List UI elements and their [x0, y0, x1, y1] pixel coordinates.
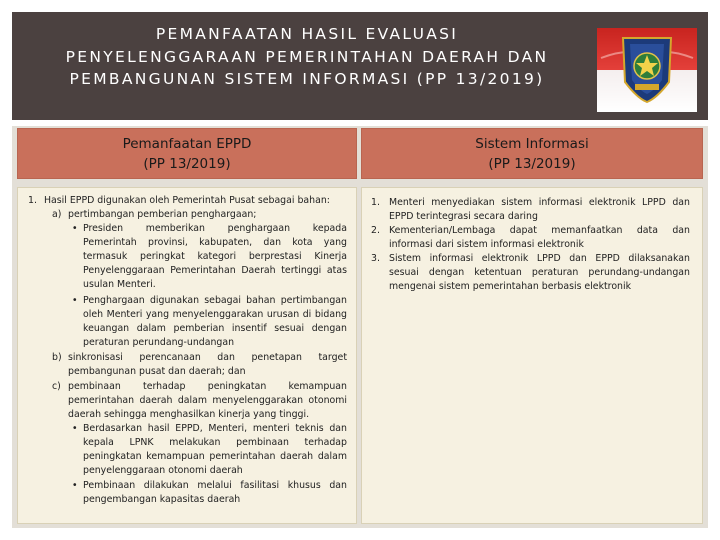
bullet: • [72, 480, 78, 491]
text-line: peraturan perundang-undangan [83, 337, 235, 348]
bullet: • [72, 295, 78, 306]
bullet-text [83, 479, 347, 507]
garuda-emblem-icon [597, 28, 697, 112]
item-number: 2. [371, 225, 380, 236]
heading-line: (PP 13/2019) [488, 156, 576, 172]
heading-line: (PP 13/2019) [143, 156, 231, 172]
text-line: pemerintahan daerah dalam menyelenggarakan otonomi [68, 395, 347, 406]
right-heading [361, 128, 703, 179]
item-text [389, 196, 690, 224]
text-line: sinkronisasi perencanaan dan penetapan target [68, 352, 347, 363]
text-line: pembangunan pusat dan daerah; dan [68, 366, 246, 377]
sub-text [68, 351, 347, 379]
bullet-text [83, 294, 347, 350]
left-heading [17, 128, 357, 179]
item-number: 1. [28, 195, 37, 206]
text-line: EPPD terintegrasi secara daring [389, 211, 538, 222]
bullet: • [72, 423, 78, 434]
bullet-text [83, 422, 347, 478]
text-line: kepala LPNK melakukan pembinaan terhadap [83, 437, 347, 448]
heading-line: Sistem Informasi [475, 136, 589, 152]
text-line: termasuk peringkat kategori berprestasi Kinerja [83, 251, 347, 262]
text-line: pembinaan terhadap peningkatan kemampuan [68, 381, 347, 392]
sub-label: b) [52, 352, 62, 363]
text-line: oleh Menteri yang menyelenggarakan urusan di bidang [83, 309, 347, 320]
sub-text: pertimbangan pemberian penghargaan; [68, 209, 257, 220]
item-number: 1. [371, 197, 380, 208]
sub-label: c) [52, 381, 61, 392]
text-line: mengenai sistem pemerintahan berbasis elektronik [389, 281, 632, 292]
text-line: sesuai dengan ketentuan peraturan perundang-undangan [389, 267, 690, 278]
title-line: PEMBANGUNAN SISTEM INFORMASI (PP 13/2019) [69, 70, 545, 88]
text-line: daerah sehingga menghasilkan kinerja yang tinggi. [68, 409, 310, 420]
heading-line: Pemanfaatan EPPD [122, 136, 252, 152]
title-line: PEMANFAATAN HASIL EVALUASI [155, 25, 459, 43]
item-number: 3. [371, 253, 380, 264]
slide-title [20, 23, 594, 91]
text-line: Sistem informasi elektronik LPPD dan EPPD dilaksanakan [389, 253, 690, 264]
item-text [389, 224, 690, 252]
text-line: Presiden memberikan penghargaan kepada [83, 223, 347, 234]
text-line: Penyelenggaraan Pemerintahan Daerah tertinggi atas [83, 265, 347, 276]
sub-label: a) [52, 209, 62, 220]
text-line: Berdasarkan hasil EPPD, Menteri, menteri teknis dan [83, 423, 347, 434]
text-line: penyelenggaraan otonomi daerah [83, 465, 243, 476]
bullet: • [72, 223, 78, 234]
text-line: Pemerintah provinsi, kabupaten, dan kota yang [83, 237, 347, 248]
item-text: Hasil EPPD digunakan oleh Pemerintah Pusat sebagai bahan: [44, 195, 330, 206]
text-line: keuangan dalam pemberian insentif sesuai dengan [83, 323, 347, 334]
title-line: PENYELENGGARAAN PEMERINTAHAN DAERAH DAN [65, 47, 549, 66]
sub-text [68, 380, 347, 422]
text-line: pengembangan kapasitas daerah [83, 494, 241, 505]
bullet-text [83, 222, 347, 292]
text-line: usulan Menteri. [83, 279, 156, 290]
text-line: Kementerian/Lembaga dapat memanfaatkan data dan [389, 225, 690, 236]
item-text [389, 252, 690, 294]
text-line: informasi dari sistem informasi elektronik [389, 239, 584, 250]
text-line: peningkatan kemampuan pemerintahan daerah dalam [83, 451, 347, 462]
text-line: Menteri menyediakan sistem informasi elektronik LPPD dan [389, 197, 690, 208]
text-line: Penghargaan digunakan sebagai bahan pertimbangan [83, 295, 347, 306]
text-line: Pembinaan dilakukan melalui fasilitasi khusus dan [83, 480, 347, 491]
